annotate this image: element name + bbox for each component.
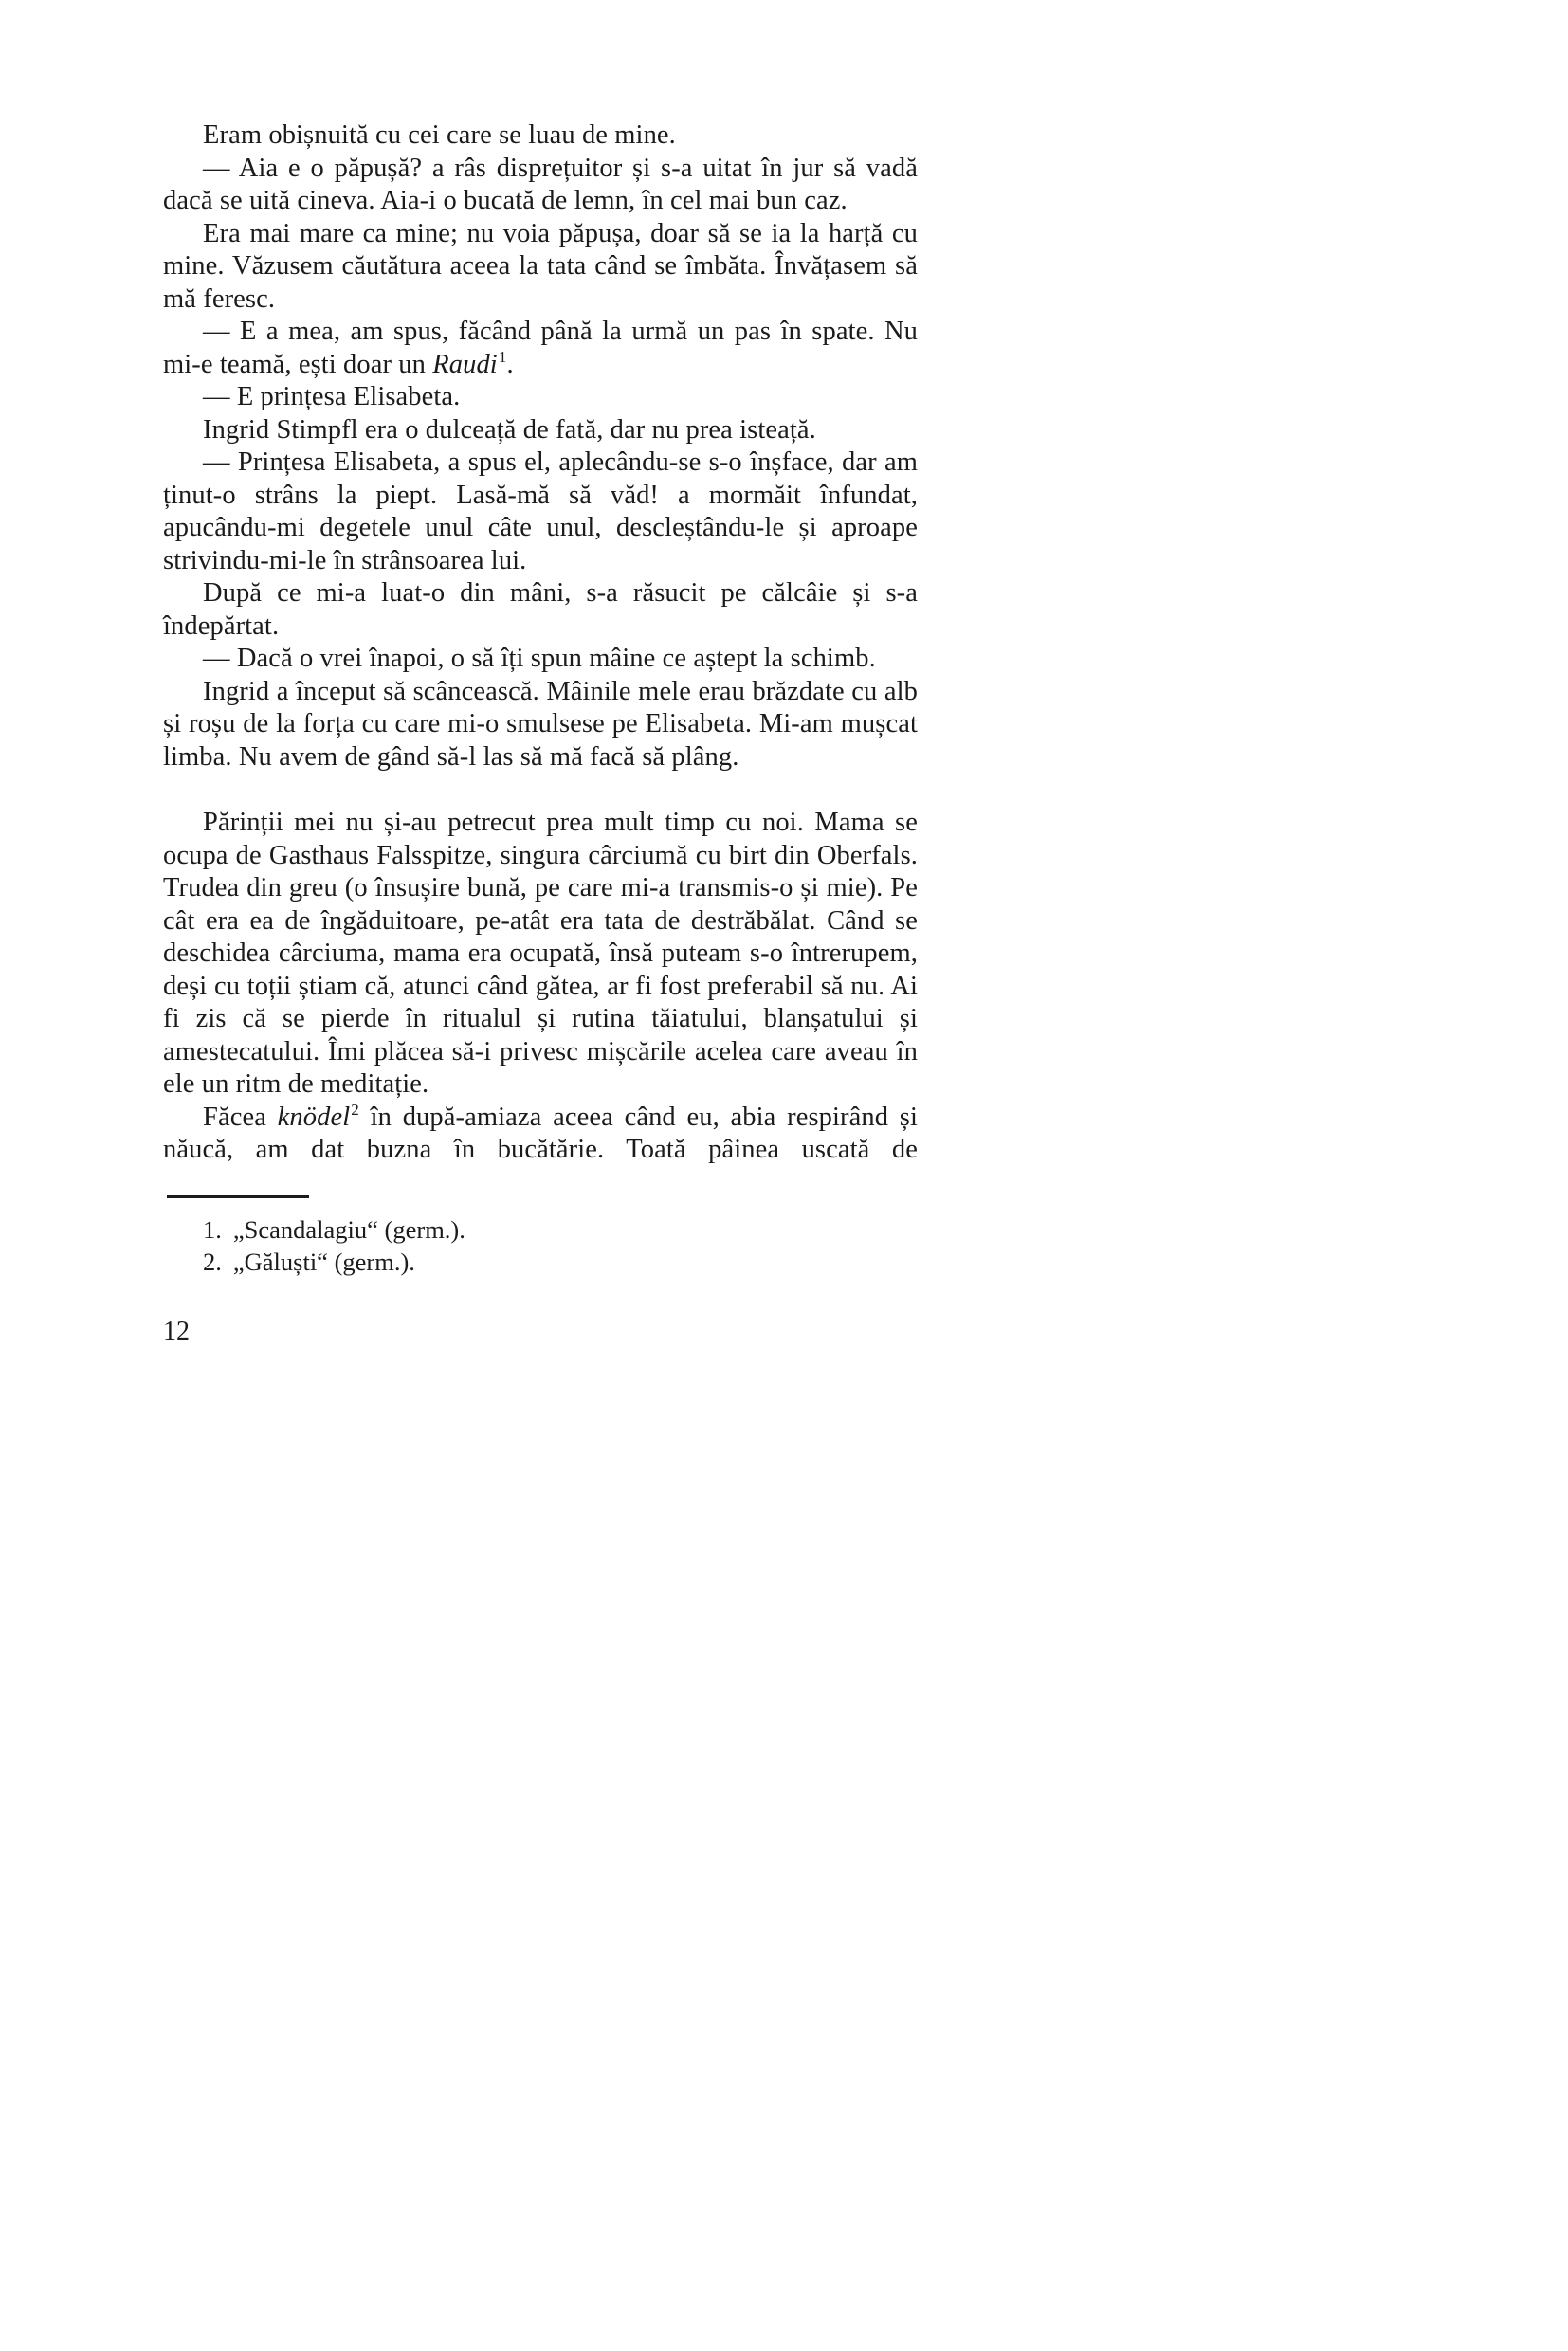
paragraph-text: în după-amiaza aceea când eu, abia respirând și năucă, am dat buzna în bucătărie. Toată pâinea uscată de — [163, 1102, 918, 1164]
paragraph-dialogue: — Prințesa Elisabeta, a spus el, aplecându-se s-o înșface, dar am ținut-o strâns la piept. Lasă-mă să văd! a mormăit înfundat, apucându-mi degetele unul câte unul, descleștându-le și aproape strivindu-mi-le în strânsoarea lui. — [163, 447, 918, 575]
footnote-separator — [167, 1195, 309, 1198]
page-text-block — [163, 119, 918, 1348]
paragraph-text: Făcea — [203, 1102, 278, 1132]
paragraph-dialogue: — Aia e o păpușă? a râs disprețuitor și s-a uitat în jur să vadă dacă se uită cineva. Aia-i o bucată de lemn, în cel mai bun caz. — [163, 153, 918, 215]
footnote-number: 1. — [203, 1214, 222, 1244]
footnote-number: 2. — [203, 1247, 222, 1276]
section-break — [163, 774, 918, 807]
paragraph-dialogue — [163, 316, 918, 381]
paragraph-text: . — [506, 349, 514, 379]
page-number: 12 — [163, 1316, 190, 1346]
footnote — [203, 1246, 918, 1278]
paragraph: După ce mi-a luat-o din mâni, s-a răsucit pe călcâie și s-a îndepărtat. — [163, 578, 918, 641]
italic-term: Raudi — [432, 349, 498, 379]
footnote-reference: 1 — [498, 348, 507, 366]
paragraph-dialogue: — Dacă o vrei înapoi, o să îți spun mâine ce aștept la schimb. — [203, 644, 876, 673]
paragraph: Ingrid Stimpfl era o dulceață de fată, dar nu prea isteață. — [203, 414, 816, 445]
footnote-text: „Găluști“ (germ.). — [232, 1247, 415, 1276]
paragraph: Eram obișnuită cu cei care se luau de mine. — [203, 120, 676, 150]
paragraph-text: — E a mea, am spus, făcând până la urmă un pas în spate. Nu mi-e teamă, ești doar un — [163, 317, 918, 379]
paragraph: Părinții mei nu și-au petrecut prea mult timp cu noi. Mama se ocupa de Gasthaus Falsspitze, singura cârciumă cu birt din Oberfals. Trudea din greu (o însușire bună, pe care mi-a transmis-o și mie). Pe cât era ea de îngăduitoare, pe-atât era tata de destrăbălat. Când se deschidea cârciuma, mama era ocupată, însă puteam s-o întrerupem, deși cu toții știam că, atunci când gătea, ar fi fost preferabil să nu. Ai fi zis că se pierde în ritualul și rutina tăiatului, blanșatului și amestecatului. Îmi plăcea să-i privesc mișcările acelea care aveau în ele un ritm de meditație. — [163, 808, 918, 1099]
italic-term: knödel — [277, 1102, 351, 1132]
paragraph — [163, 1102, 918, 1167]
paragraph: Era mai mare ca mine; nu voia păpușa, doar să se ia la harță cu mine. Văzusem căutătura aceea la tata când se îmbăta. Învățasem să mă feresc. — [163, 218, 918, 314]
footnote — [203, 1213, 918, 1246]
paragraph-dialogue: — E prințesa Elisabeta. — [203, 382, 461, 411]
paragraph: Ingrid a început să scâncească. Mâinile mele erau brăzdate cu alb și roșu de la forța cu care mi-o smulsese pe Elisabeta. Mi-am mușcat limba. Nu avem de gând să-l las să mă facă să plâng. — [163, 676, 918, 772]
footnotes-block — [203, 1213, 918, 1278]
footnote-reference: 2 — [351, 1101, 359, 1119]
footnote-text: „Scandalagiu“ (germ.). — [232, 1214, 465, 1244]
